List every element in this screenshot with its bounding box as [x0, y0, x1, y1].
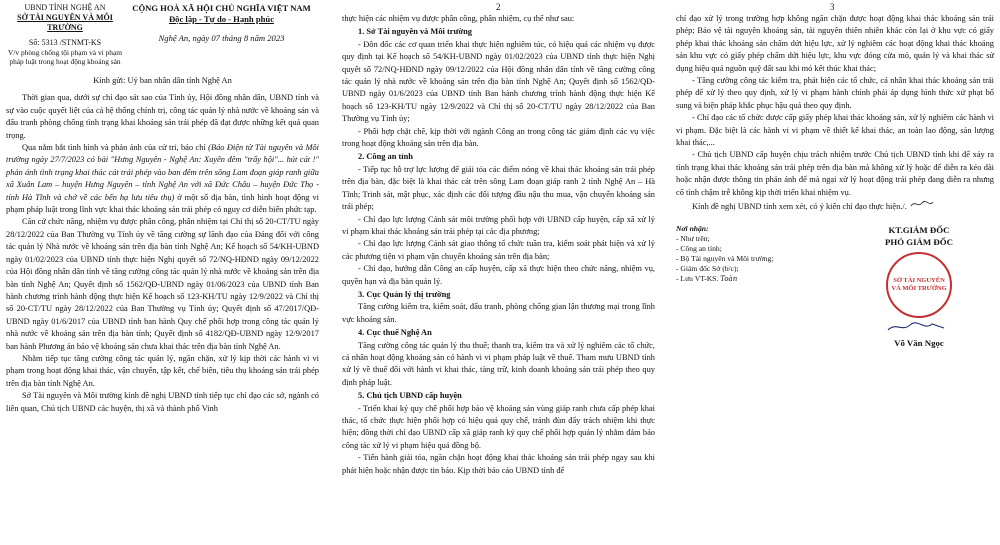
para2-press-citation: (Báo Điện tử Tài nguyên và Môi trường ngày 27/7/2023 có bài "Hưng Nguyên - Nghệ An: Xuyên đêm "trẩy hội"... hút cát !" phản ánh tình trạng khai thác cát trái phép vào ban đêm trên sông Lam đoạn giáp ranh giữa xã Xuân Lam – huyện Hưng Nguyên – tỉnh Nghệ An với xã Đức Châu – huyện Đức Thọ - tỉnh Hà Tĩnh và chở về các bến hạ lưu tiêu thụ): [6, 143, 319, 202]
document-subject: V/v phòng chống tội phạm và vi phạm pháp luật trong hoạt động khoáng sản: [8, 48, 122, 66]
nation-motto: Độc lập - Tự do - Hạnh phúc: [168, 14, 275, 24]
signer-name: Võ Văn Ngọc: [894, 337, 944, 348]
recipient-item: - Bộ Tài nguyên và Môi trường;: [676, 253, 774, 263]
section-2-item-3: - Chỉ đạo lực lượng Cảnh sát giao thông tổ chức tuần tra, kiểm soát phát hiện và xử lý các phương tiện vi phạm vận chuyển khoáng sản trên địa bàn;: [342, 239, 655, 261]
section-2-item-1: - Tiếp tục hỗ trợ lực lượng để giải tỏa các điểm nóng về khai thác khoáng sản trái phép trên địa bàn, đặc biệt là khai thác cát trên sông Lam đoạn giáp ranh 2 tỉnh Nghệ An – Hà Tĩnh; Trinh sát, mật phục, xác định các đối tượng đầu nậu thu mua, vận chuyển khoáng sản trái phép;: [342, 164, 655, 212]
recipients-list: [676, 224, 826, 349]
clerk-initials: Toàn: [720, 274, 738, 283]
section-2-item-2: - Chỉ đạo lực lượng Cảnh sát môi trường phối hợp với UBND cấp huyện, cấp xã xử lý vi phạm khai thác khoáng sản trái phép tại các địa phương;: [342, 214, 655, 236]
section-1-item-1: - Đôn đốc các cơ quan triển khai thực hiện nghiêm túc, có hiệu quả các nhiệm vụ được quy định tại Kế hoạch số 54/KH-UBND ngày 01/02/2023 của UBND tỉnh thực hiện Nghị quyết số 72/NQ-HĐND ngày 09/12/2022 của Hội đồng nhân dân tỉnh về tăng cường công tác quản lý nhà nước về khoáng sản trên địa bàn tỉnh Nghệ An; Quyết định số 1562/QĐ-UBND ngày 01/6/2023 của UBND tỉnh Ban hành chương trình hành động thực hiện Kế hoạch số 123-KH/TU ngày 12/9/2022 và Chỉ thị số 20-CT/TU ngày 28/12/2022 của Ban Thường vụ Tỉnh ủy;: [342, 39, 655, 124]
signer-role-1: KT.GIÁM ĐỐC: [888, 224, 950, 235]
page-number: 2: [496, 2, 501, 12]
body-paragraph-5: Sở Tài nguyên và Môi trường kính đề nghị UBND tỉnh tiếp tục chỉ đạo các sở, ngành có liên quan, Chủ tịch UBND các huyện, thị xã và thành phố Vinh: [6, 391, 319, 413]
closing-request: [676, 199, 994, 213]
section-4-item-1: Tăng cường công tác quản lý thu thuế; thanh tra, kiểm tra và xử lý nghiêm các tổ chức, cá nhân hoạt động khoáng sản có hành vi vi phạm pháp luật về thuế. Tham mưu UBND tỉnh xử lý về thuế đối với hành vi khai thác, tàng trữ, kinh doanh khoáng sản trái phép theo quy định pháp luật.: [342, 340, 655, 387]
section-3-item-1: Tăng cường kiểm tra, kiểm soát, đấu tranh, phòng chống gian lận thương mại trong lĩnh vực khoáng sản.: [342, 302, 655, 324]
seal-text: SỞ TÀI NGUYÊN VÀ MÔI TRƯỜNG: [891, 276, 947, 292]
document-date: Nghệ An, ngày 07 tháng 8 năm 2023: [158, 33, 285, 43]
closing-request-text: Kính đề nghị UBND tỉnh xem xét, có ý kiến chỉ đạo thực hiện./.: [692, 202, 907, 212]
recipient-item: - Lưu VT-KS. Toàn: [676, 273, 738, 283]
section-3-title: 3. Cục Quản lý thị trường: [358, 289, 451, 299]
recipients-title: Nơi nhận:: [676, 223, 709, 233]
document-number: Số: 5313 /STNMT-KS: [28, 38, 102, 47]
section-5-item-1: - Triển khai ký quy chế phối hợp bảo vệ khoáng sản vùng giáp ranh chưa cấp phép khai thác, tổ chức thực hiện phối hợp có hiệu quả quy chế, tránh đùn đẩy trách nhiệm khi thực hiện; đồng thời chỉ đạo UBND cấp xã giáp ranh ký quy chế phối hợp quản lý nhằm đảm bảo công tác xử lý vi phạm hiệu quả đồng bộ.: [342, 403, 655, 450]
signer-block: [844, 224, 994, 349]
signer-role-2: PHÓ GIÁM ĐỐC: [885, 236, 953, 247]
letter-header: [6, 3, 319, 66]
initials-mark: [909, 199, 945, 209]
page3-paragraph-1: chỉ đạo xử lý trong trường hợp không ngăn chặn được hoạt động khai thác khoáng sản trái phép; Bảo vệ tài nguyên khoáng sản, tài nguyên thiên nhiên khác còn lại ở khu vực có giấy phép khai thác khoáng sản chấm dứt hiệu lực, xử lý nghiêm các hoạt động khai thác khoáng sản khu vực có giấy phép chấm dứt hiệu lực, khu vực đóng cửa mỏ, quản lý và khai thác sử dụng hiệu quả nguồn quỹ đất sau khi mỏ kết thúc khai thác;: [676, 14, 994, 73]
section-2-title: 2. Công an tỉnh: [358, 152, 413, 162]
section-4-title: 4. Cục thuế Nghệ An: [358, 328, 432, 338]
para2-lead: Qua nắm bắt tình hình và phản ánh của cử tri, báo chí: [22, 143, 209, 153]
section-5-item-2: - Tiến hành giải tỏa, ngăn chặn hoạt động khai thác khoáng sản trái phép ngay sau khi phát hiện hoặc nhận được tin báo. Kịp thời báo cáo UBND tỉnh để: [342, 453, 655, 475]
page-number: 3: [830, 2, 835, 12]
national-header-block: [124, 3, 319, 66]
page2-intro: thực hiện các nhiệm vụ được phân công, phân nhiệm, cụ thể như sau:: [342, 14, 575, 23]
recipient-item: - Như trên;: [676, 233, 710, 243]
section-1-item-2: - Phối hợp chặt chẽ, kịp thời với ngành Công an trong công tác giám định các vụ việc trong hoạt động khoáng sản trên địa bàn.: [342, 126, 655, 149]
recipient-line: Kính gửi: Uỷ ban nhân dân tỉnh Nghệ An: [93, 76, 232, 85]
section-5-title: 5. Chủ tịch UBND cấp huyện: [358, 391, 462, 401]
body-paragraph-1: Thời gian qua, dưới sự chỉ đạo sát sao của Tỉnh ủy, Hội đồng nhân dân, UBND tỉnh và sự vào cuộc quyết liệt của cả hệ thống chính trị, công tác quản lý nhà nước về khoáng sản và đấu tranh phòng chống tình trạng khai khoáng sản trái phép đã đạt được những kết quả quan trọng.: [6, 93, 319, 140]
body-paragraph-4: Nhằm tiếp tục tăng cường công tác quản lý, ngăn chặn, xử lý kịp thời các hành vi vi phạm trong hoạt động khai thác, vận chuyển, tập kết, chế biến, tiêu thụ khoáng sản trái phép trên địa bàn tỉnh Nghệ An.: [6, 353, 319, 388]
section-2-item-4: - Chỉ đạo, hướng dẫn Công an cấp huyện, cấp xã thực hiện theo chức năng, nhiệm vụ, quyền hạn và địa bàn quản lý.: [342, 264, 655, 286]
page3-paragraph-4: - Chủ tịch UBND cấp huyện chịu trách nhiệm trước Chủ tịch UBND tỉnh khi để xảy ra tình trạng khai thác khoáng sản trái phép trên địa bàn mà không xử lý hoặc để diễn ra kéo dài hoặc nhận được thông tin phản ánh để mà ngại xử lý hoạt động trái phép đang diễn ra nhưng cố tình chậm trễ không kịp thời triển khai nhiệm vụ.: [676, 150, 994, 197]
body-paragraph-2: [6, 142, 319, 216]
recipient-item: - Công an tỉnh;: [676, 243, 722, 253]
agency-parent: UBND TỈNH NGHỆ AN: [24, 3, 106, 12]
nation-title: CỘNG HOÀ XÃ HỘI CHỦ NGHĨA VIỆT NAM: [132, 3, 311, 13]
page3-paragraph-3: - Chỉ đạo các tổ chức được cấp giấy phép khai thác khoáng sản, xử lý nghiêm các hành vi vi phạm. Đặc biệt là các hành vi vi phạm về thiết kế khai thác, an toàn lao động, sản lượng khai thác,...: [676, 113, 994, 148]
section-1-title: 1. Sở Tài nguyên và Môi trường: [358, 27, 472, 37]
body-paragraph-3: Căn cứ chức năng, nhiệm vụ được phân công, phân nhiệm tại Chỉ thị số 20-CT/TU ngày 28/12/2022 của Ban Thường vụ Tỉnh ủy về tăng cường sự lãnh đạo của Đảng đối với công tác quản lý Nhà nước về khoáng sản trên địa bàn tỉnh Nghệ An; Kế hoạch số 54/KH-UBND ngày 01/02/2023 của UBND tỉnh thực hiện Nghị quyết số 72/NQ-HĐND ngày 09/12/2022 của Hội đồng nhân dân tỉnh về tăng cường công tác quản lý nhà nước về khoáng sản trên địa bàn tỉnh Nghệ An; Quyết định số 1562/QĐ-UBND ngày 01/06/2023 của UBND tỉnh Ban hành chương trình hành động thực hiện Kế hoạch số 123-KH/TU ngày 12/9/2022 và Chỉ thị số 20-CT/TU ngày 28/12/2022 của Ban Thường vụ Tỉnh ủy; Quyết định số 47/2017/QĐ-UBND ngày 01/6/2017 của UBND tỉnh ban hành Quy chế phối hợp trong công tác quản lý nhà nước về khoáng sản trên địa bàn tỉnh; Quyết định số 4182/QĐ-UBND ngày 12/9/2017 ban hành Phương án bảo vệ khoáng sản chưa khai thác trên địa bàn tỉnh Nghệ An.: [6, 217, 319, 351]
agency-name: SỞ TÀI NGUYÊN VÀ MÔI TRƯỜNG: [17, 13, 113, 32]
signature-section: [676, 224, 994, 349]
recipient-item: - Giám đốc Sở (b/c);: [676, 263, 739, 273]
document-page-1: [0, 0, 325, 545]
official-seal-stamp: [886, 252, 952, 318]
para2-tail: ở một số địa bàn, tình hình hoạt động vi phạm pháp luật trong lĩnh vực khai thác khoáng sản trái phép có nguy cơ diễn biến phức tạp.: [6, 192, 319, 215]
document-page-2: [336, 0, 661, 545]
document-page-3: [670, 0, 1000, 545]
issuing-agency-block: [6, 3, 124, 66]
page3-paragraph-2: - Tăng cường công tác kiểm tra, phát hiện các tổ chức, cá nhân khai thác khoáng sản trái phép để xử lý theo quy định, xử lý vi phạm hành chính phải áp dụng hình thức xử phạt bổ sung và biện pháp khắc phục hậu quả theo quy định.: [676, 76, 994, 110]
handwritten-signature: [884, 320, 954, 334]
